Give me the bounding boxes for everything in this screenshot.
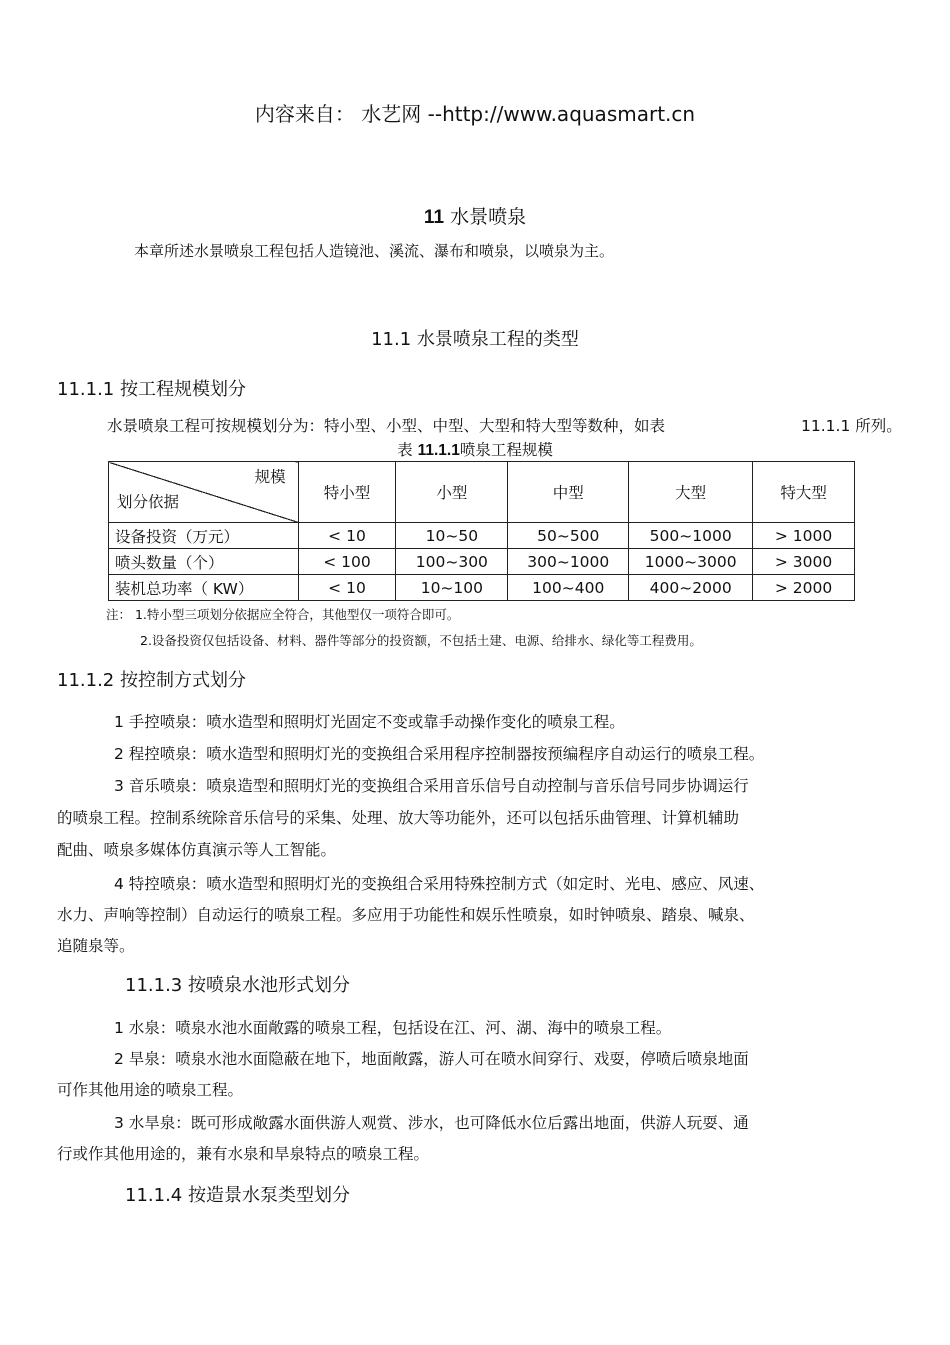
table-corner-cell [109, 462, 299, 523]
column-header: 大型 [629, 462, 753, 523]
table-cell: 100~400 [508, 575, 629, 601]
table-row [109, 523, 855, 549]
para-manual-fountain: 1 手控喷泉：喷水造型和照明灯光固定不变或靠手动操作变化的喷泉工程。 [114, 713, 625, 731]
para-dry-fountain-l2: 可作其他用途的喷泉工程。 [57, 1081, 244, 1099]
table-cell: < 10 [298, 575, 396, 601]
scale-table [108, 461, 855, 601]
table-caption-prefix: 表 [397, 441, 418, 459]
section-title-11-1: 11.1 水景喷泉工程的类型 [371, 329, 579, 350]
para-music-fountain-l1: 3 音乐喷泉：喷泉造型和照明灯光的变换组合采用音乐信号自动控制与音乐信号同步协调运行 [114, 777, 749, 795]
column-header: 中型 [508, 462, 629, 523]
table-caption [0, 438, 950, 460]
source-line: 内容来自： 水艺网 --http://www.aquasmart.cn [254, 102, 696, 126]
table-caption-number: 11.1.1 [417, 442, 460, 459]
table-cell: 50~500 [508, 523, 629, 549]
table-cell: 1000~3000 [629, 549, 753, 575]
para-program-fountain: 2 程控喷泉：喷水造型和照明灯光的变换组合采用程序控制器按预编程序自动运行的喷泉工程。 [114, 745, 765, 763]
table-cell: < 10 [298, 523, 396, 549]
para-hybrid-fountain-l1: 3 水旱泉：既可形成敞露水面供游人观赏、涉水，也可降低水位后露出地面，供游人玩耍、通 [114, 1114, 749, 1132]
para-special-fountain-l3: 追随泉等。 [57, 937, 135, 955]
table-cell: > 3000 [753, 549, 855, 575]
row-header: 装机总功率（ KW） [109, 575, 299, 601]
heading-11-1-1: 11.1.1 按工程规模划分 [57, 379, 246, 400]
para-hybrid-fountain-l2: 行或作其他用途的，兼有水泉和旱泉特点的喷泉工程。 [57, 1145, 430, 1163]
table-cell: 400~2000 [629, 575, 753, 601]
column-header: 特大型 [753, 462, 855, 523]
table-caption-text: 喷泉工程规模 [459, 441, 553, 459]
para-11-1-1-b: 11.1.1 所列。 [801, 417, 902, 435]
row-header: 喷头数量（个） [109, 549, 299, 575]
para-dry-fountain-l1: 2 旱泉：喷泉水池水面隐蔽在地下，地面敞露，游人可在喷水间穿行、戏耍，停喷后喷泉地面 [114, 1050, 749, 1068]
para-11-1-1-a: 水景喷泉工程可按规模划分为：特小型、小型、中型、大型和特大型等数种，如表 [107, 417, 666, 435]
table-cell: 300~1000 [508, 549, 629, 575]
table-cell: 100~300 [396, 549, 508, 575]
para-special-fountain-l2: 水力、声响等控制）自动运行的喷泉工程。多应用于功能性和娱乐性喷泉，如时钟喷泉、踏泉、喊泉、 [57, 906, 755, 924]
table-header-row [109, 462, 855, 523]
chapter-intro: 本章所述水景喷泉工程包括人造镜池、溪流、瀑布和喷泉，以喷泉为主。 [134, 242, 615, 260]
heading-11-1-4: 11.1.4 按造景水泵类型划分 [125, 1185, 350, 1206]
table-cell: 10~50 [396, 523, 508, 549]
table-cell: 10~100 [396, 575, 508, 601]
table-cell: > 2000 [753, 575, 855, 601]
chapter-title [0, 202, 950, 229]
heading-11-1-2: 11.1.2 按控制方式划分 [57, 670, 246, 691]
chapter-number: 11 [423, 207, 445, 228]
table-row [109, 575, 855, 601]
table-cell: > 1000 [753, 523, 855, 549]
table-cell: < 100 [298, 549, 396, 575]
para-water-fountain: 1 水泉：喷泉水池水面敞露的喷泉工程，包括设在江、河、湖、海中的喷泉工程。 [114, 1019, 672, 1037]
row-header: 设备投资（万元） [109, 523, 299, 549]
para-music-fountain-l2: 的喷泉工程。控制系统除音乐信号的采集、处理、放大等功能外，还可以包括乐曲管理、计算机辅助 [57, 809, 740, 827]
table-row [109, 549, 855, 575]
chapter-title-text: 水景喷泉 [450, 206, 527, 228]
corner-bottom-label: 划分依据 [117, 493, 180, 511]
column-header: 小型 [396, 462, 508, 523]
table-note-1: 注： 1.特小型三项划分依据应全符合，其他型仅一项符合即可。 [106, 607, 460, 622]
corner-top-label: 规模 [254, 468, 286, 486]
table-cell: 500~1000 [629, 523, 753, 549]
heading-11-1-3: 11.1.3 按喷泉水池形式划分 [125, 975, 350, 996]
para-special-fountain-l1: 4 特控喷泉：喷水造型和照明灯光的变换组合采用特殊控制方式（如定时、光电、感应、风速、 [114, 875, 765, 893]
para-music-fountain-l3: 配曲、喷泉多媒体仿真演示等人工智能。 [57, 841, 337, 859]
column-header: 特小型 [298, 462, 396, 523]
table-note-2: 2.设备投资仅包括设备、材料、器件等部分的投资额，不包括土建、电源、给排水、绿化等工程费用。 [140, 633, 702, 648]
